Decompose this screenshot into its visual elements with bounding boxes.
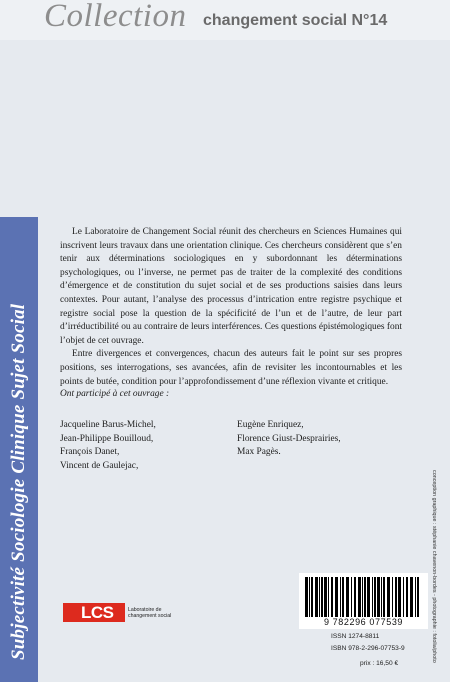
- barcode-bar: [354, 577, 356, 617]
- paragraph: Entre divergences et convergences, chacun des auteurs fait le point sur ses propres positions, ses interrogations, ses avancées, afin de revisiter les incontournables et les points de butée, condition pour l’approfondissement d’une réflexion vivante et critique.: [60, 349, 402, 387]
- barcode-bar: [346, 577, 349, 617]
- barcode-bar: [321, 577, 323, 617]
- barcode-bar: [311, 577, 313, 617]
- contributor-name: Florence Giust-Desprairies,: [237, 433, 341, 444]
- barcode-bar: [315, 577, 318, 617]
- barcode-bar: [417, 577, 419, 617]
- barcode-bar: [372, 577, 373, 617]
- barcode-bar: [364, 577, 366, 617]
- barcode-bar: [305, 577, 308, 617]
- barcode-bar: [351, 577, 352, 617]
- barcode-bar: [340, 577, 341, 617]
- price-text: prix : 16,50 €: [360, 660, 399, 667]
- lcs-mark: LCS: [63, 603, 125, 622]
- barcode-bar: [387, 577, 390, 617]
- publisher-logo: [63, 603, 178, 622]
- issn-text: ISSN 1274-8811: [331, 633, 380, 640]
- barcode-bar: [395, 577, 397, 617]
- barcode-digits: 9 782296 077539: [323, 617, 404, 627]
- barcode-bar: [383, 577, 385, 617]
- back-cover-text: [60, 226, 402, 389]
- barcode-bar: [392, 577, 393, 617]
- barcode-bar: [342, 577, 344, 617]
- barcode-bar: [377, 577, 380, 617]
- paragraph: Le Laboratoire de Changement Social réunit des chercheurs en Sciences Humaines qui inscrivent leurs travaux dans une orientation clinique. Ces chercheurs considèrent que s’en tenir aux déterminations sociologiques en y subordonnant les déterminations psychologiques, ou l’inverse, ne permet pas de traiter de la complexité des conditions d’émergence et de constitution du sujet social et de ses productions saisies dans leurs contextes. Pour autant, l’analyse des processus d’intrication entre registre psychique et registre social pose la question de la spécificité de l’un et de l’autre, de leur part d’irréductibilité ou au contraire de leurs interférences. Ces questions épistémologiques font l’objet de cet ouvrage.: [60, 227, 402, 346]
- contributor-name: Jean-Philippe Bouilloud,: [60, 433, 154, 444]
- barcode-bar: [328, 577, 329, 617]
- contributor-name: Jacqueline Barus-Michel,: [60, 420, 156, 430]
- barcode-bar: [331, 577, 333, 617]
- barcode-bar: [374, 577, 376, 617]
- barcode-bar: [410, 577, 413, 617]
- barcode-bar: [362, 577, 363, 617]
- series-sidebar: [0, 217, 38, 682]
- contributor-name: Vincent de Gaulejac,: [60, 460, 139, 471]
- contributors-right: [237, 419, 341, 460]
- barcode-bar: [403, 577, 404, 617]
- barcode-box: [299, 573, 428, 629]
- isbn-text: ISBN 978-2-296-07753-9: [331, 645, 405, 652]
- lcs-name: Laboratoire de changement social: [128, 606, 172, 619]
- collection-subtitle: changement social N°14: [203, 12, 388, 29]
- contributors-left: [60, 419, 156, 473]
- contributor-name: Eugène Enriquez,: [237, 420, 304, 430]
- contributor-name: Max Pagès.: [237, 447, 281, 458]
- contributor-name: François Danet,: [60, 447, 120, 458]
- barcode-bar: [398, 577, 401, 617]
- collection-word: Collection: [44, 0, 187, 34]
- barcode-bar: [358, 577, 361, 617]
- barcode-bar: [324, 577, 327, 617]
- barcode-bar: [415, 577, 416, 617]
- barcode-bar: [367, 577, 370, 617]
- design-credit: conception graphique : stéphanie chavenon-bordes - photographie : fotolia/photo: [431, 470, 437, 663]
- barcode-bar: [319, 577, 320, 617]
- barcode-bar: [406, 577, 408, 617]
- barcode-bar: [309, 577, 310, 617]
- barcode-bar: [381, 577, 382, 617]
- header-band: [0, 0, 450, 40]
- series-title: Subjectivité Sociologie Clinique Sujet Social: [8, 303, 29, 660]
- barcode-bar: [335, 577, 338, 617]
- contributors-title: Ont participé à cet ouvrage :: [60, 389, 170, 399]
- barcode-icon: [305, 577, 422, 617]
